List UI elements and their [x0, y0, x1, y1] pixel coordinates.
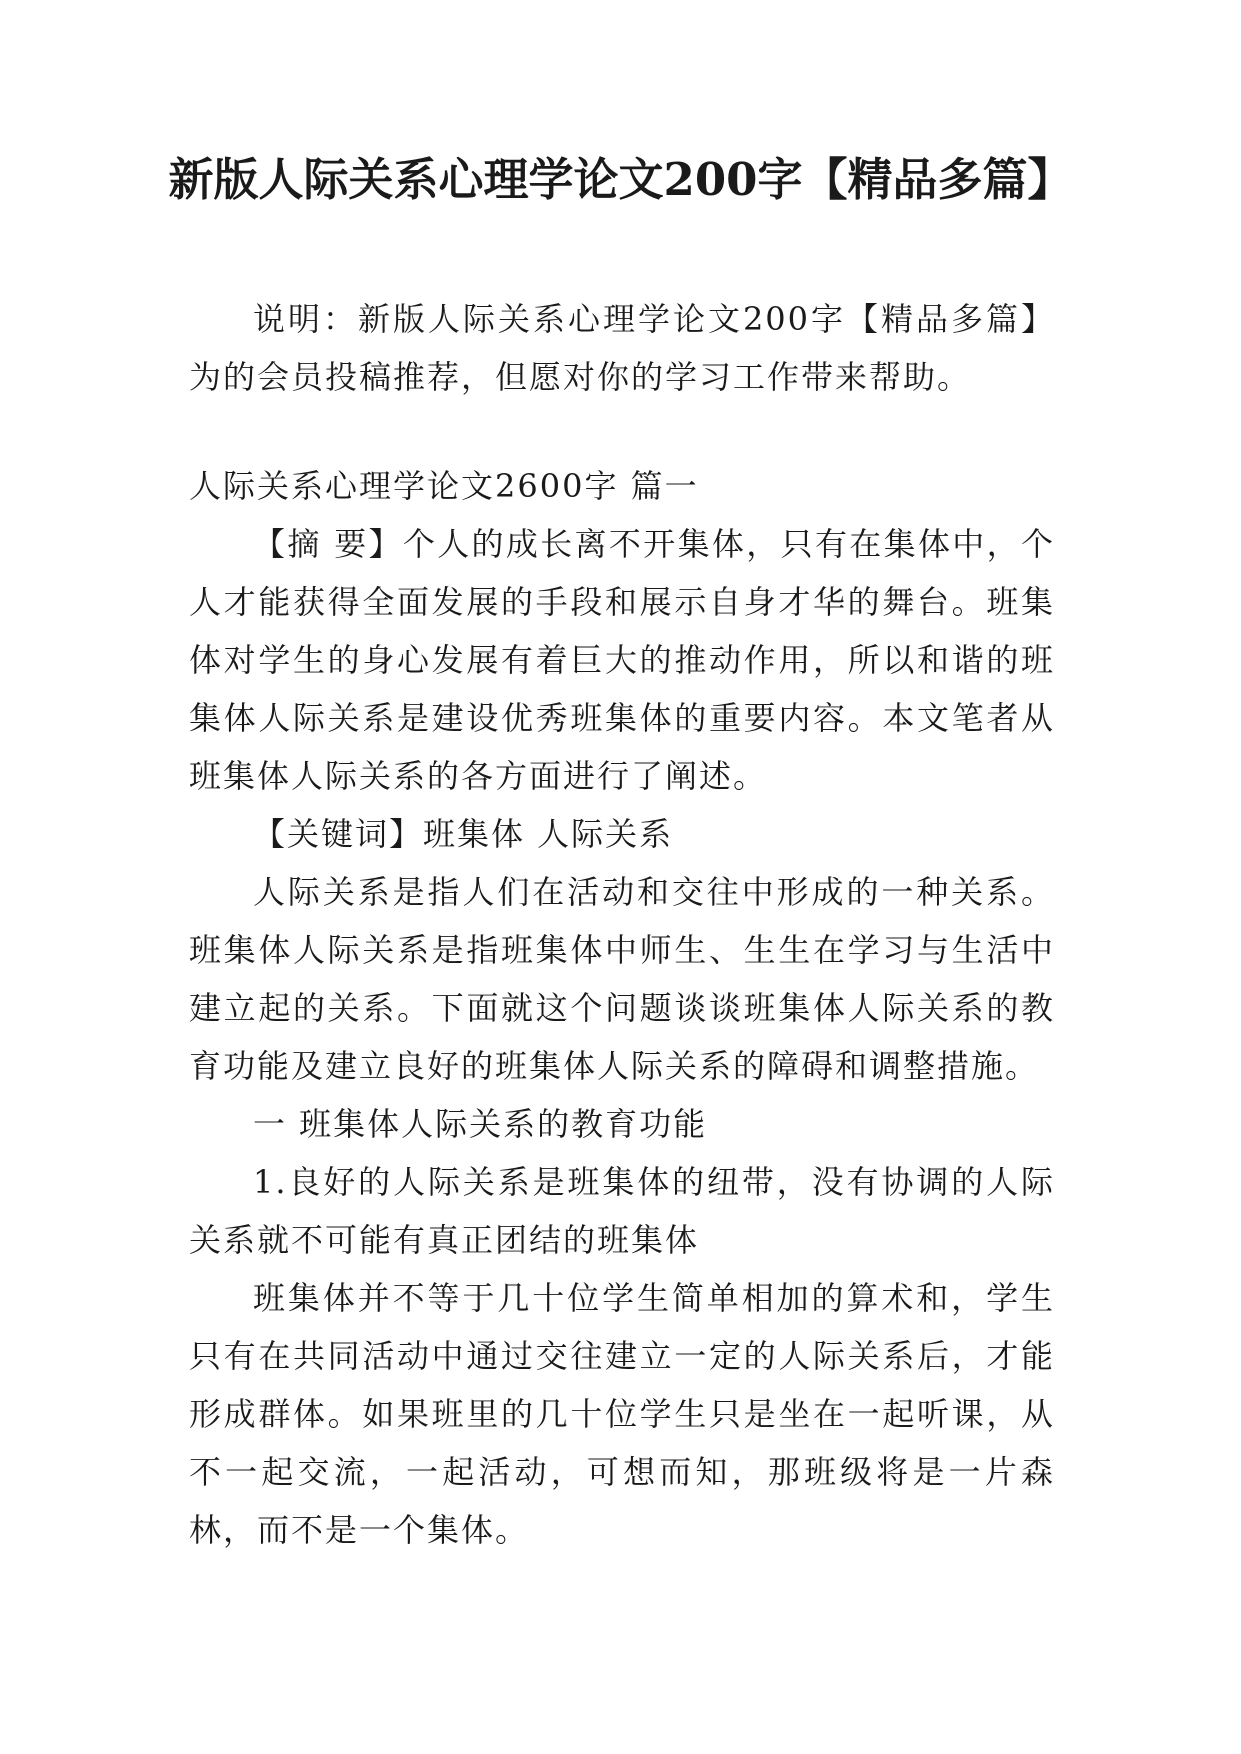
section-heading: 人际关系心理学论文2600字 篇一: [189, 467, 699, 505]
keywords-paragraph: 【关键词】班集体 人际关系: [253, 815, 674, 853]
definition-paragraph: 人际关系是指人们在活动和交往中形成的一种关系。班集体人际关系是指班集体中师生、生生在学习与生活中建立起的关系。下面就这个问题谈谈班集体人际关系的教育功能及建立良好的班集体人际关系的障碍和调整措施。: [189, 873, 1055, 1085]
point-one-paragraph: 1.良好的人际关系是班集体的纽带，没有协调的人际关系就不可能有真正团结的班集体: [189, 1163, 1055, 1259]
intro-paragraph: 说明：新版人际关系心理学论文200字【精品多篇】为的会员投稿推荐，但愿对你的学习工作带来帮助。: [189, 300, 1055, 396]
document-body: [189, 290, 1055, 1559]
collective-paragraph: 班集体并不等于几十位学生简单相加的算术和，学生只有在共同活动中通过交往建立一定的人际关系后，才能形成群体。如果班里的几十位学生只是坐在一起听课，从不一起交流，一起活动，可想而知，那班级将是一片森林，而不是一个集体。: [189, 1279, 1055, 1549]
document-title: 新版人际关系心理学论文200字【精品多篇】: [168, 153, 1073, 206]
subheading-education-function: 一 班集体人际关系的教育功能: [253, 1105, 708, 1143]
abstract-paragraph: 【摘 要】个人的成长离不开集体，只有在集体中，个人才能获得全面发展的手段和展示自身才华的舞台。班集体对学生的身心发展有着巨大的推动作用，所以和谐的班集体人际关系是建设优秀班集体的重要内容。本文笔者从班集体人际关系的各方面进行了阐述。: [189, 525, 1055, 795]
